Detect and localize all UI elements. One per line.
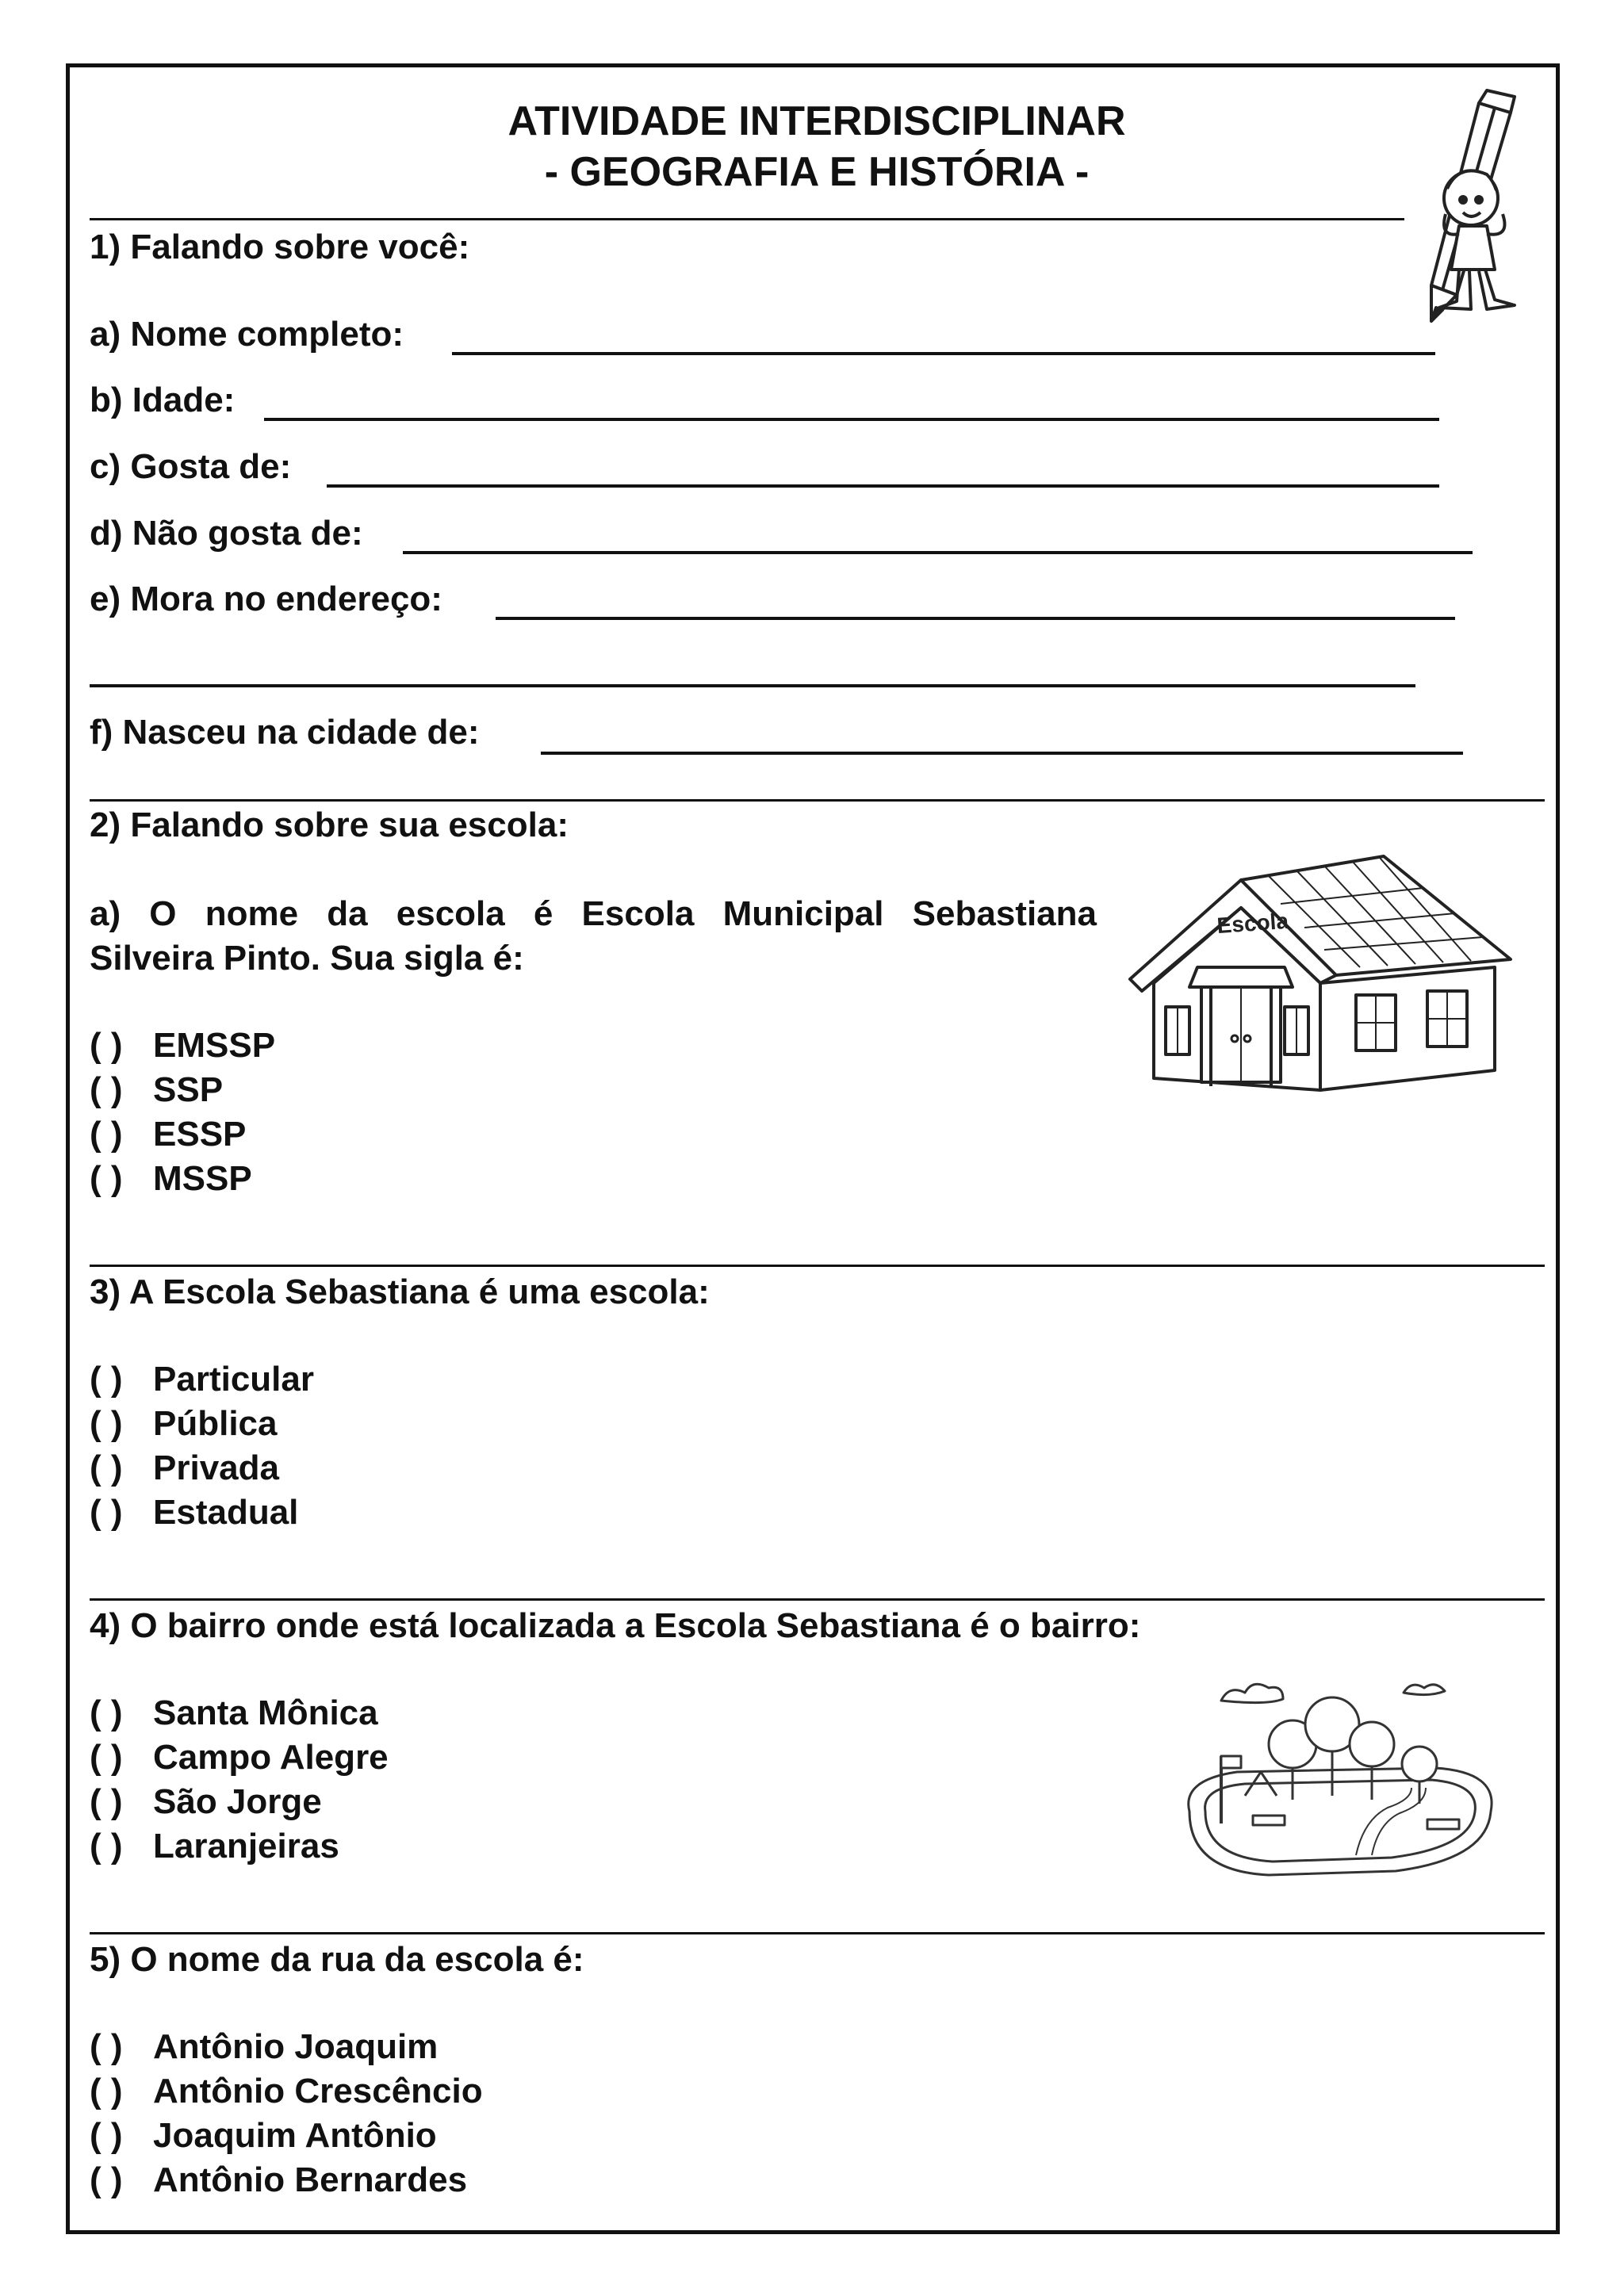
checkbox-paren[interactable]: ( ) xyxy=(90,1115,123,1154)
q1-label-birthplace: f) Nasceu na cidade de: xyxy=(90,713,480,752)
section-divider-3 xyxy=(90,1598,1545,1601)
q1-answer-line-age[interactable] xyxy=(264,418,1439,421)
q4-option[interactable] xyxy=(90,1735,389,1780)
q4-option[interactable] xyxy=(90,1780,322,1824)
q2-statement-line2: Silveira Pinto. Sua sigla é: xyxy=(90,939,524,978)
checkbox-paren[interactable]: ( ) xyxy=(90,1782,123,1821)
q3-option-label: Particular xyxy=(153,1360,314,1399)
q4-heading: 4) O bairro onde está localizada a Escola Sebastiana é o bairro: xyxy=(90,1606,1141,1645)
q1-label-address: e) Mora no endereço: xyxy=(90,580,442,618)
checkbox-paren[interactable]: ( ) xyxy=(90,1360,123,1399)
page-title-line2: - GEOGRAFIA E HISTÓRIA - xyxy=(544,149,1090,195)
q5-option-label: Joaquim Antônio xyxy=(153,2116,437,2155)
q5-option-label: Antônio Crescêncio xyxy=(153,2072,483,2110)
school-sign: Escola xyxy=(1216,908,1289,939)
q5-option-label: Antônio Joaquim xyxy=(153,2027,439,2066)
q3-option-label: Estadual xyxy=(153,1493,299,1532)
q4-option[interactable] xyxy=(90,1691,378,1735)
section-divider-4 xyxy=(90,1932,1545,1934)
checkbox-paren[interactable]: ( ) xyxy=(90,1493,123,1532)
q3-option[interactable] xyxy=(90,1490,298,1535)
page-title-line1: ATIVIDADE INTERDISCIPLINAR xyxy=(508,98,1126,144)
q5-option[interactable] xyxy=(90,2158,467,2202)
boy-with-pencil-icon xyxy=(1384,87,1550,325)
checkbox-paren[interactable]: ( ) xyxy=(90,2116,123,2155)
checkbox-paren[interactable]: ( ) xyxy=(90,1448,123,1487)
q3-option-label: Privada xyxy=(153,1448,279,1487)
q4-option-label: Santa Mônica xyxy=(153,1693,378,1732)
q3-option[interactable] xyxy=(90,1446,279,1490)
checkbox-paren[interactable]: ( ) xyxy=(90,2072,123,2110)
q1-answer-line-likes[interactable] xyxy=(327,484,1439,488)
q1-answer-line-name[interactable] xyxy=(452,352,1435,355)
checkbox-paren[interactable]: ( ) xyxy=(90,1404,123,1443)
q4-option-label: Laranjeiras xyxy=(153,1827,339,1866)
school-building-icon xyxy=(1122,848,1534,1110)
checkbox-paren[interactable]: ( ) xyxy=(90,2160,123,2199)
checkbox-paren[interactable]: ( ) xyxy=(90,2027,123,2066)
checkbox-paren[interactable]: ( ) xyxy=(90,1070,123,1109)
q5-option[interactable] xyxy=(90,2069,483,2114)
q4-option-label: São Jorge xyxy=(153,1782,322,1821)
q2-option-label: MSSP xyxy=(153,1159,252,1198)
q1-answer-line-dislikes[interactable] xyxy=(403,551,1473,554)
q4-option-label: Campo Alegre xyxy=(153,1738,389,1777)
q5-option[interactable] xyxy=(90,2025,438,2069)
q2-option[interactable] xyxy=(90,1068,223,1112)
checkbox-paren[interactable]: ( ) xyxy=(90,1738,123,1777)
q2-statement-line1: a) O nome da escola é Escola Municipal Sebastiana xyxy=(90,894,1097,933)
section-divider-1 xyxy=(90,799,1545,802)
q2-option-label: ESSP xyxy=(153,1115,247,1154)
q2-option[interactable] xyxy=(90,1112,246,1157)
q1-answer-line-birthplace[interactable] xyxy=(541,752,1463,755)
q2-option[interactable] xyxy=(90,1024,275,1068)
page-border xyxy=(66,63,1560,2234)
neighborhood-park-icon xyxy=(1174,1669,1507,1895)
header-divider xyxy=(90,218,1404,220)
q5-option[interactable] xyxy=(90,2114,437,2158)
checkbox-paren[interactable]: ( ) xyxy=(90,1827,123,1866)
checkbox-paren[interactable]: ( ) xyxy=(90,1693,123,1732)
q1-label-dislikes: d) Não gosta de: xyxy=(90,514,363,553)
q3-option-label: Pública xyxy=(153,1404,278,1443)
q1-answer-line-address-2[interactable] xyxy=(90,684,1415,687)
q1-label-name: a) Nome completo: xyxy=(90,315,404,354)
q1-label-likes: c) Gosta de: xyxy=(90,447,292,486)
q3-option[interactable] xyxy=(90,1402,278,1446)
q3-option[interactable] xyxy=(90,1357,314,1402)
q1-label-age: b) Idade: xyxy=(90,381,236,419)
q5-option-label: Antônio Bernardes xyxy=(153,2160,468,2199)
q3-heading: 3) A Escola Sebastiana é uma escola: xyxy=(90,1272,710,1311)
q1-answer-line-address[interactable] xyxy=(496,617,1455,620)
q5-heading: 5) O nome da rua da escola é: xyxy=(90,1940,584,1979)
checkbox-paren[interactable]: ( ) xyxy=(90,1026,123,1065)
q2-heading: 2) Falando sobre sua escola: xyxy=(90,806,569,844)
section-divider-2 xyxy=(90,1265,1545,1267)
q2-option[interactable] xyxy=(90,1157,252,1201)
q2-option-label: EMSSP xyxy=(153,1026,276,1065)
q1-heading: 1) Falando sobre você: xyxy=(90,228,470,266)
q2-option-label: SSP xyxy=(153,1070,224,1109)
checkbox-paren[interactable]: ( ) xyxy=(90,1159,123,1198)
q4-option[interactable] xyxy=(90,1824,339,1869)
